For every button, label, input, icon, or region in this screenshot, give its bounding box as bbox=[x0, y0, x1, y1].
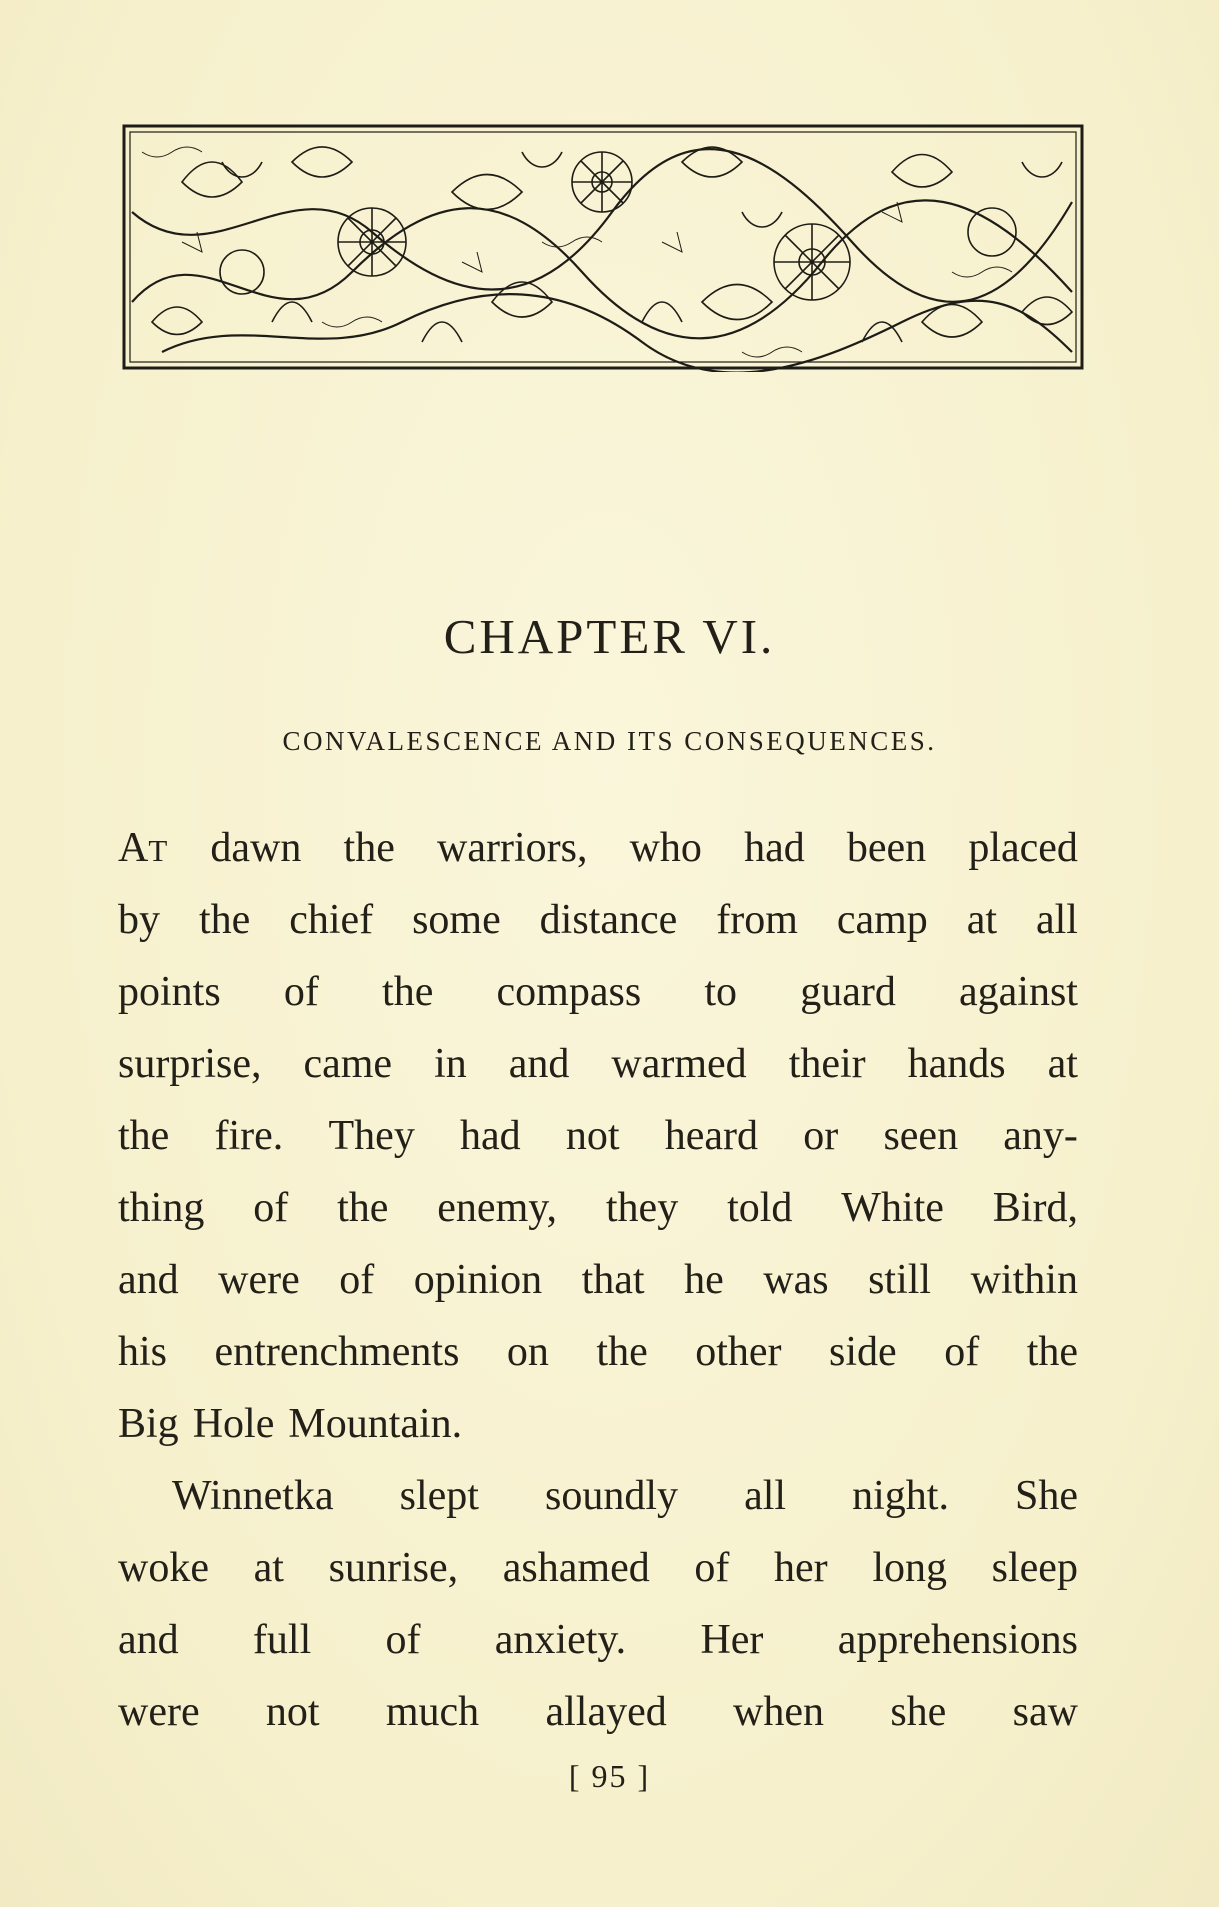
text-line: and full of anxiety. Her apprehensions bbox=[118, 1617, 1078, 1663]
paragraphs bbox=[118, 812, 1078, 1748]
text-line: AT dawn the warriors, who had been placed bbox=[118, 825, 1078, 871]
page-number: [ 95 ] bbox=[568, 1758, 651, 1794]
text-line: woke at sunrise, ashamed of her long sleep bbox=[118, 1545, 1078, 1591]
text-line: his entrenchments on the other side of the bbox=[118, 1329, 1078, 1375]
text-line: points of the compass to guard against bbox=[118, 969, 1078, 1015]
chapter-title: CHAPTER VI. bbox=[443, 609, 776, 664]
text-line: Winnetka slept soundly all night. She bbox=[172, 1473, 1078, 1519]
floral-vine-ornament-icon bbox=[122, 122, 1084, 372]
chapter-subtitle: CONVALESCENCE AND ITS CONSEQUENCES. bbox=[282, 726, 937, 756]
text-line: and were of opinion that he was still within bbox=[118, 1257, 1078, 1303]
text-line: Big Hole Mountain. bbox=[118, 1401, 463, 1447]
text-line: surprise, came in and warmed their hands at bbox=[118, 1041, 1078, 1087]
text-line: the fire. They had not heard or seen any- bbox=[118, 1113, 1078, 1159]
body-text bbox=[118, 812, 1078, 1748]
text-line: thing of the enemy, they told White Bird, bbox=[118, 1185, 1078, 1231]
text-line: were not much allayed when she saw bbox=[118, 1689, 1078, 1735]
text-line: by the chief some distance from camp at all bbox=[118, 897, 1078, 943]
